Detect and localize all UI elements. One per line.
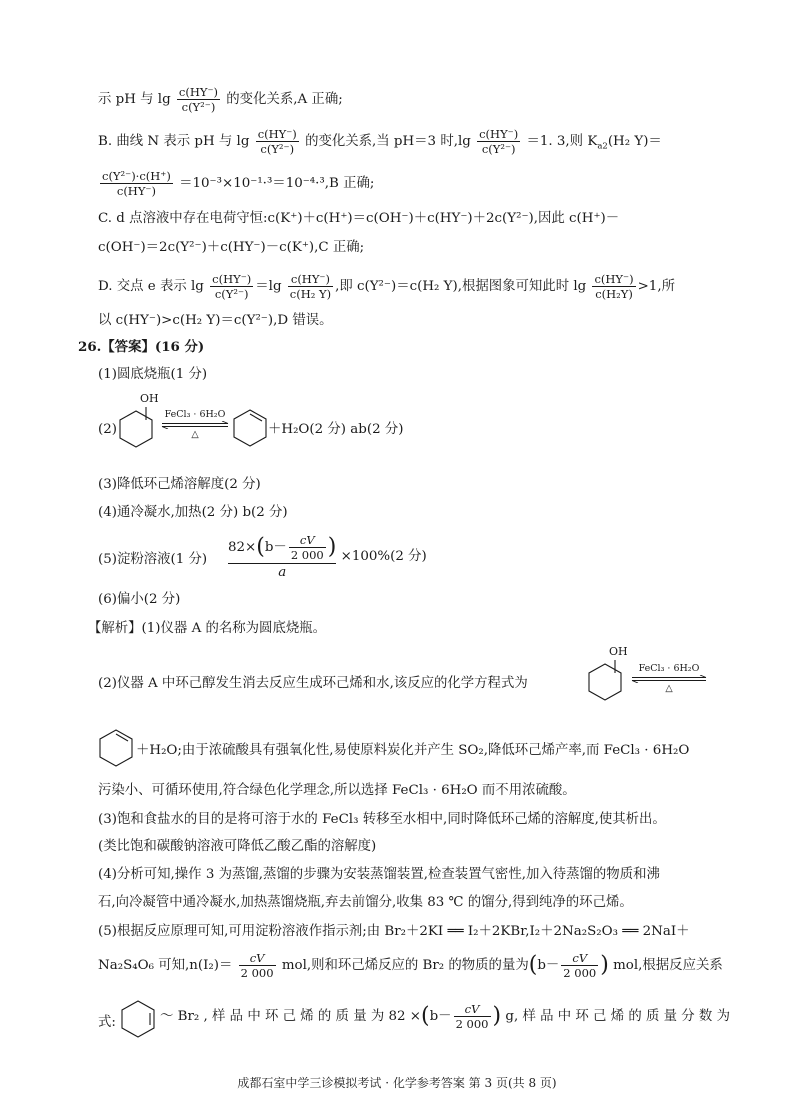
analysis-5a: (5)根据反应原理可知,可用淀粉溶液作指示剂;由 Br₂＋2KI ══ I₂＋2KBr,I₂＋2Na₂S₂O₃ ══ 2NaI＋ [98,924,690,939]
answer-5-text: (5)淀粉溶液(1 分) [98,552,208,567]
cyclohexanol-structure [116,405,156,457]
answer-1: (1)圆底烧瓶(1 分) [98,367,208,382]
text: mol,根据反应关系 [613,957,723,973]
fraction [210,273,253,300]
text: ×100%(2 分) [340,549,427,565]
denominator: 2 000 [563,966,597,981]
analysis-5c-label: 式: [98,1015,116,1030]
fraction [477,128,520,155]
text: ～ Br₂ , 样 品 中 环 己 烯 的 质 量 为 82 × [160,1008,422,1024]
answer-3: (3)降低环己烯溶解度(2 分) [98,477,261,492]
fraction [177,86,220,113]
text: g, 样 品 中 环 己 烯 的 质 量 分 数 为 [505,1008,730,1024]
denominator: c(Y²⁻) [481,142,516,157]
reaction-condition [160,410,230,439]
text-line-B [98,128,708,155]
numerator: c(HY⁻) [257,127,297,141]
fraction [561,952,598,979]
answer-4: (4)通冷凝水,加热(2 分) b(2 分) [98,505,288,520]
answer-2-label: (2) [98,422,117,437]
condition-top: FeCl₃ · 6H₂O [638,663,700,674]
numerator: c(Y²⁻)·c(H⁺) [102,169,171,183]
denominator: c(Y²⁻) [260,142,295,157]
question-26-header: 26.【答案】(16 分) [78,339,205,355]
equilibrium-arrow-icon [160,421,230,429]
numerator: cV [289,534,326,548]
text: Na₂S₄O₆ 可知,n(I₂)＝ [98,957,233,973]
page-footer: 成都石室中学三诊模拟考试 · 化学参考答案 第 3 页(共 8 页) [237,1076,557,1090]
analysis-2-text: (2)仪器 A 中环己醇发生消去反应生成环己烯和水,该反应的化学方程式为 [98,676,528,691]
numerator: cV [239,952,276,966]
text-line-D [98,273,708,300]
oh-label: OH [609,645,628,658]
text-line-C1: C. d 点溶液中存在电荷守恒:c(K⁺)＋c(H⁺)＝c(OH⁻)＋c(HY⁻)＋2c(Y²⁻),因此 c(H⁺)－ [98,211,620,226]
text: ＝10⁻³×10⁻¹·³＝10⁻⁴·³,B 正确; [179,176,375,192]
numerator: c(HY⁻) [288,273,333,287]
denominator: c(HY⁻) [116,184,156,199]
text-line-C2: c(OH⁻)＝2c(Y²⁻)＋c(HY⁻)－c(K⁺),C 正确; [98,240,365,255]
oh-label: OH [140,392,159,405]
analysis-4a: (4)分析可知,操作 3 为蒸馏,蒸馏的步骤为安装蒸馏装置,检查装置气密性,加入待蒸馏的物质和沸 [98,867,660,882]
analysis-1: 【解析】(1)仪器 A 的名称为圆底烧瓶。 [88,621,327,636]
numerator: c(HY⁻) [479,127,519,141]
text: 的变化关系,A 正确; [226,92,343,108]
cyclohexanol-structure [585,658,625,710]
fraction [239,952,276,979]
fraction [100,170,173,197]
numerator: c(HY⁻) [594,272,634,286]
text-line-A [98,86,708,113]
denominator: c(Y²⁻) [181,100,216,115]
condition-bottom: △ [665,682,673,694]
text: mol,则和环己烯反应的 Br₂ 的物质的量为 [281,957,529,973]
text: >1,所 [637,279,675,295]
analysis-2-end: 污染小、可循环使用,符合绿色化学理念,所以选择 FeCl₃ · 6H₂O 而不用浓硫酸。 [98,783,576,798]
analysis-3a: (3)饱和食盐水的目的是将可溶于水的 FeCl₃ 转移至水相中,同时降低环己烯的溶解度,使其析出。 [98,812,666,827]
text: b－ [264,540,287,556]
text: ,即 c(Y²⁻)＝c(H₂ Y),根据图象可知此时 lg [335,279,587,295]
answer-6: (6)偏小(2 分) [98,592,181,607]
text: b－ [429,1008,452,1024]
text: 的变化关系,当 pH＝3 时,lg [305,134,471,150]
fraction [454,1003,491,1030]
analysis-3b: (类比饱和碳酸钠溶液可降低乙酸乙酯的溶解度) [98,839,377,854]
text-line-B2 [98,170,708,197]
text: b－ [537,957,560,973]
denominator: c(H₂Y) [595,287,633,302]
condition-top: FeCl₃ · 6H₂O [164,409,226,420]
denominator: c(Y²⁻) [214,287,249,302]
text: 82× [228,540,257,556]
denominator: 2 000 [290,548,324,563]
fraction [256,128,299,155]
denominator: c(H₂ Y) [289,287,332,302]
text: (H₂ Y)＝ [607,134,662,150]
fraction [592,273,635,300]
cyclohexene-structure [230,404,270,452]
numerator: cV [561,952,598,966]
condition-bottom: △ [191,428,199,440]
fraction [288,273,333,300]
denominator: 2 000 [240,966,274,981]
numerator: c(HY⁻) [212,272,252,286]
cyclohexene-structure [96,726,136,770]
numerator: cV [454,1003,491,1017]
answer-5-formula: 82×(b－ $\frac{cV}{2 000}$ ) a ×100%(2 分) [228,533,427,581]
analysis-4b: 石,向冷凝管中通冷凝水,加热蒸馏烧瓶,弃去前馏分,收集 83 ℃ 的馏分,得到纯净的环己烯。 [98,895,633,910]
text-line-D2: 以 c(HY⁻)>c(H₂ Y)＝c(Y²⁻),D 错误。 [98,313,333,328]
denominator: 2 000 [455,1017,489,1032]
text: 示 pH 与 lg [98,92,171,108]
subscript: a2 [597,141,608,152]
numerator: c(HY⁻) [178,85,219,99]
answer-2-text: ＋H₂O(2 分) ab(2 分) [268,422,404,437]
text: D. 交点 e 表示 lg [98,279,204,295]
text: ＝1. 3,则 K [526,134,598,150]
equilibrium-arrow-icon [630,675,708,683]
text: ＝lg [255,279,282,295]
text: B. 曲线 N 表示 pH 与 lg [98,134,250,150]
analysis-5c: ～ Br₂ , 样 品 中 环 己 烯 的 质 量 为 82 ×(b－ $\frac{cV}{2 000}$ ) g, 样 品 中 环 己 烯 的 质 量 分 数 为 [160,1002,730,1032]
denominator: a [278,565,287,581]
cyclohexene-structure [118,997,158,1041]
analysis-5b: Na₂S₄O₆ 可知,n(I₂)＝ $\frac{cV}{2 000}$ mol,则和环己烯反应的 Br₂ 的物质的量为(b－ $\frac{cV}{2 000}$ ) mol,根据反应关系 [98,951,723,981]
analysis-2-continued: ＋H₂O;由于浓硫酸具有强氧化性,易使原料炭化并产生 SO₂,降低环己烯产率,而 FeCl₃ · 6H₂O [136,743,690,758]
reaction-condition [630,664,708,693]
